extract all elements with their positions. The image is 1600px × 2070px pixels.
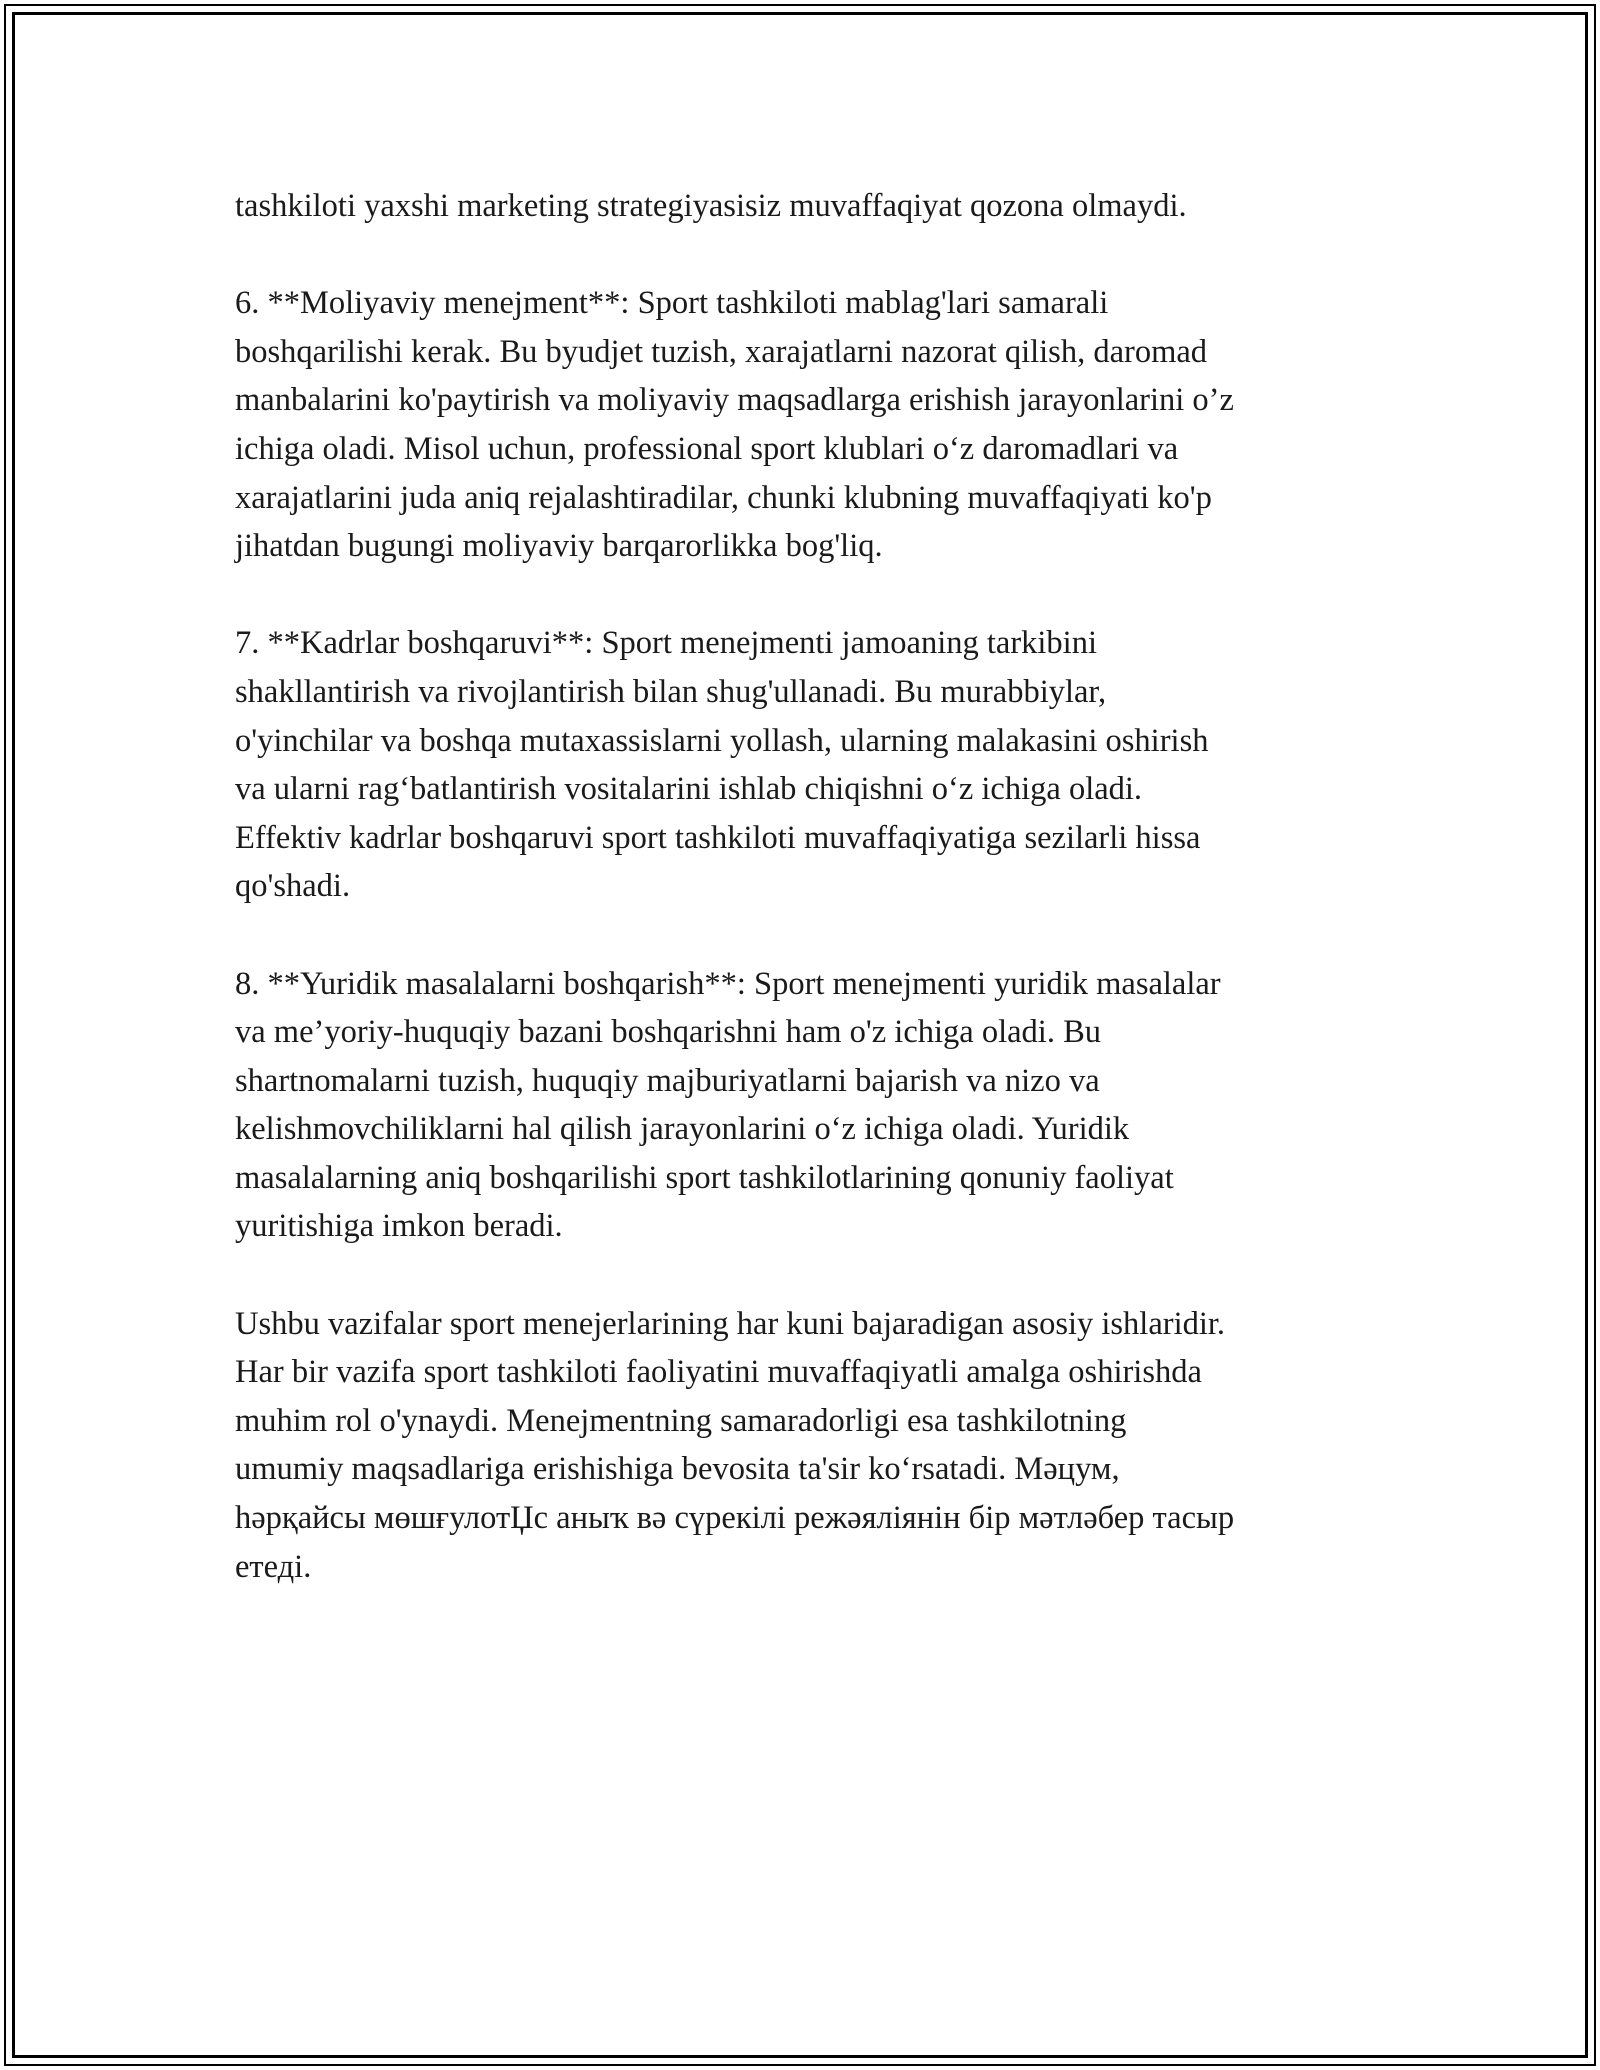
- text-line: boshqarilishi kerak. Bu byudjet tuzish, xarajatlarni nazorat qilish, daromad: [235, 333, 1208, 370]
- text-line: o'yinchilar va boshqa mutaxassislarni yollash, ularning malakasini oshirish: [235, 722, 1209, 759]
- text-line: Har bir vazifa sport tashkiloti faoliyatini muvaffaqiyatli amalga oshirishda: [235, 1354, 1202, 1391]
- paragraph-personnel-management: [235, 619, 1365, 911]
- text-line: qo'shadi.: [235, 868, 351, 905]
- text-line: етеді.: [235, 1548, 312, 1585]
- paragraph-financial-management: [235, 279, 1365, 571]
- text-line: tashkiloti yaxshi marketing strategiyasisiz muvaffaqiyat qozona olmaydi.: [235, 188, 1187, 224]
- text-line: 8. **Yuridik masalalarni boshqarish**: Sport menejmenti yuridik masalalar: [235, 965, 1221, 1002]
- paragraph-legal-management: [235, 960, 1365, 1252]
- text-line: Effektiv kadrlar boshqaruvi sport tashkiloti muvaffaqiyatiga sezilarli hissa: [235, 819, 1201, 856]
- text-line: kelishmovchiliklarni hal qilish jarayonlarini o‘z ichiga oladi. Yuridik: [235, 1111, 1130, 1148]
- text-line: ichiga oladi. Misol uchun, professional sport klublari o‘z daromadlari va: [235, 430, 1179, 467]
- text-line: jihatdan bugungi moliyaviy barqarorlikka bog'liq.: [235, 528, 883, 565]
- text-line: shakllantirish va rivojlantirish bilan shug'ullanadi. Bu murabbiylar,: [235, 673, 1107, 710]
- text-line: xarajatlarini juda aniq rejalashtiradilar, chunki klubning muvaffaqiyati ko'p: [235, 479, 1212, 516]
- text-line: 7. **Kadrlar boshqaruvi**: Sport menejmenti jamoaning tarkibini: [235, 625, 1097, 662]
- text-line: muhim rol o'ynaydi. Menejmentning samaradorligi esa tashkilotning: [235, 1402, 1127, 1439]
- paragraph-marketing-tail: [235, 182, 1365, 231]
- text-line: һәрқайсы мөшғулотЏс аныҡ вә сүрекілі режәяліянін бір мәтләбер тасыр: [235, 1500, 1235, 1537]
- text-line: Ushbu vazifalar sport menejerlarining har kuni bajaradigan asosiy ishlaridir.: [235, 1305, 1226, 1342]
- text-line: va ularni rag‘batlantirish vositalarini ishlab chiqishni o‘z ichiga oladi.: [235, 771, 1143, 808]
- text-line: shartnomalarni tuzish, huquqiy majburiyatlarni bajarish va nizo va: [235, 1062, 1100, 1099]
- text-line: masalalarning aniq boshqarilishi sport tashkilotlarining qonuniy faoliyat: [235, 1159, 1174, 1196]
- document-body: [235, 182, 1365, 1591]
- text-line: yuritishiga imkon beradi.: [235, 1208, 563, 1245]
- text-line: manbalarini ko'paytirish va moliyaviy maqsadlarga erishish jarayonlarini o’z: [235, 382, 1234, 419]
- text-line: va me’yoriy-huquqiy bazani boshqarishni ham o'z ichiga oladi. Bu: [235, 1014, 1101, 1051]
- text-line: 6. **Moliyaviy menejment**: Sport tashkiloti mablag'lari samarali: [235, 285, 1109, 322]
- text-line: umumiy maqsadlariga erishishiga bevosita ta'sir ko‘rsatadi. Мәцум,: [235, 1451, 1120, 1488]
- paragraph-conclusion: [235, 1300, 1365, 1592]
